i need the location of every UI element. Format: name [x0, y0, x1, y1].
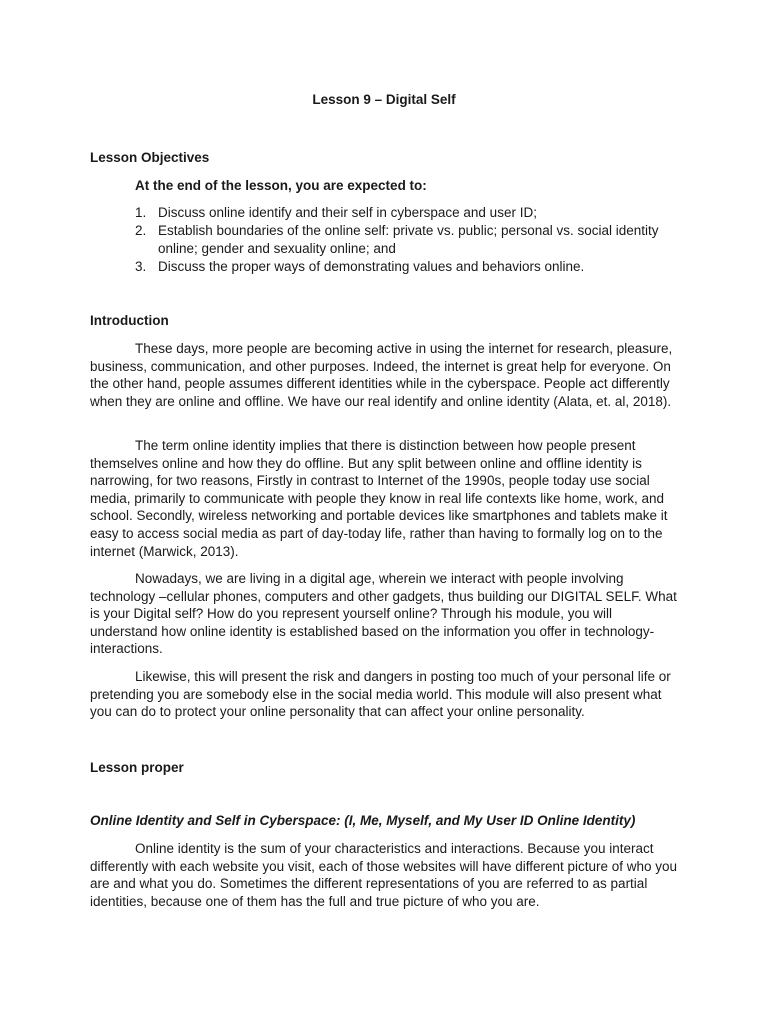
lesson-proper-paragraph: Online identity is the sum of your characteristics and interactions. Because you interact differently with each website you visit, each of those websites will have different picture of who you are and what you do. Sometimes the different representations of you are referred to as partial identities, because one of them has the full and true picture of who you are. [90, 841, 678, 909]
list-item-number: 1. [135, 205, 147, 220]
intro-paragraph-4: Likewise, this will present the risk and dangers in posting too much of your personal life or pretending you are somebody else in the social media world. This module will also present what you can do to protect your online personality that can affect your online personality. [90, 669, 671, 720]
list-item [135, 258, 680, 276]
list-item-number: 2. [135, 223, 147, 238]
list-item-text: Discuss online identify and their self in cyberspace and user ID; [158, 205, 537, 220]
objectives-list [135, 204, 680, 276]
list-item [135, 222, 680, 258]
list-item-text: Establish boundaries of the online self: private vs. public; personal vs. social identity online; gender and sexuality online; and [158, 223, 659, 256]
list-item [135, 204, 680, 222]
introduction-heading: Introduction [90, 313, 169, 328]
intro-paragraph-1: These days, more people are becoming active in using the internet for research, pleasure, business, communication, and other purposes. Indeed, the internet is great help for everyone. On the other hand, people assumes different identities while in the cyberspace. People act differently when they are online and offline. We have our real identify and online identity (Alata, et. al, 2018). [90, 341, 673, 409]
objectives-heading: Lesson Objectives [90, 150, 210, 165]
list-item-number: 3. [135, 259, 147, 274]
intro-paragraph-2: The term online identity implies that there is distinction between how people present themselves online and how they do offline. But any split between online and offline identity is narrowing, for two reasons, Firstly in contrast to Internet of the 1990s, people today use social media, primarily to communicate with people they know in real life contexts like home, work, and school. Secondly, wireless networking and portable devices like smartphones and tablets make it easy to access social media as part of day-today life, rather than having to formally log on to the internet (Marwick, 2013). [90, 438, 668, 559]
list-item-text: Discuss the proper ways of demonstrating values and behaviors online. [158, 259, 585, 274]
lesson-proper-heading: Lesson proper [90, 760, 184, 775]
document-title: Lesson 9 – Digital Self [312, 92, 456, 107]
objectives-intro: At the end of the lesson, you are expected to: [135, 178, 427, 193]
lesson-proper-subheading: Online Identity and Self in Cyberspace: (I, Me, Myself, and My User ID Online Identity) [90, 813, 636, 828]
intro-paragraph-3: Nowadays, we are living in a digital age, wherein we interact with people involving technology –cellular phones, computers and other gadgets, thus building our DIGITAL SELF. What is your Digital self? How do you represent yourself online? Through his module, you will understand how online identity is established based on the information you offer in technology-interactions. [90, 571, 677, 657]
